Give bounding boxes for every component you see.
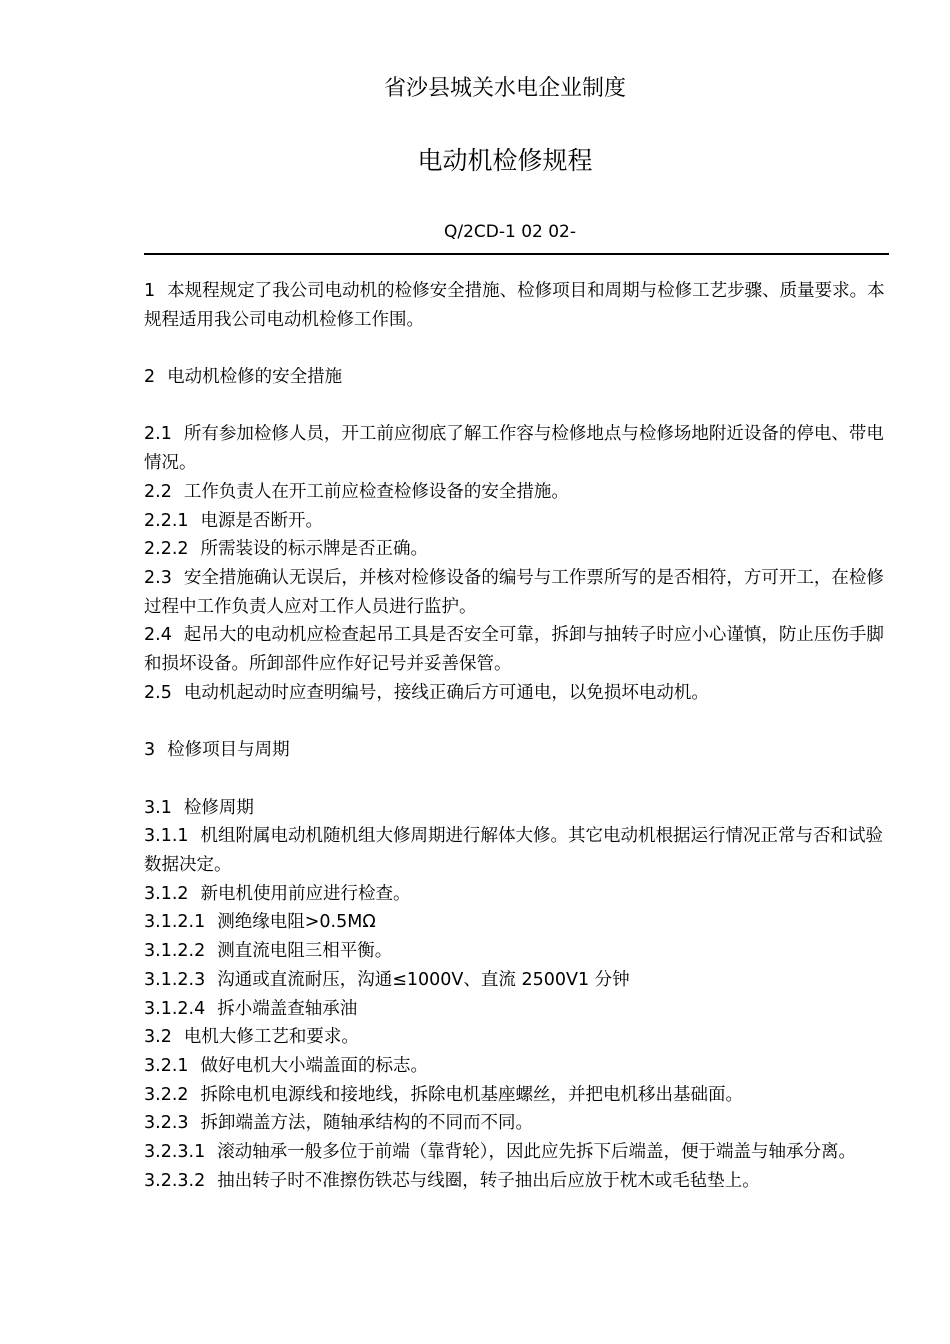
paragraph-3-2-3-2 [144, 1167, 892, 1196]
paragraph-text: 滚动轴承一般多位于前端（靠背轮），因此应先拆下后端盖，便于端盖与轴承分离。 [217, 1142, 856, 1163]
paragraph-gap [144, 765, 892, 794]
paragraph-text: 机组附属电动机随机组大修周期进行解体大修。其它电动机根据运行情况正常与否和试验数据决定。 [144, 826, 884, 875]
document-code: Q/2CD-1 02 02- [443, 222, 577, 242]
paragraph-text: 电动机起动时应查明编号，接线正确后方可通电，以免损坏电动机。 [183, 682, 709, 703]
section-number: 3.2 [144, 1027, 172, 1048]
paragraph-2-2 [144, 478, 892, 507]
section-number: 2.2.2 [144, 539, 189, 560]
paragraph-3-1-2-3 [144, 966, 892, 995]
section-heading-text: 电动机检修的安全措施 [167, 367, 343, 388]
paragraph-3-2-2 [144, 1081, 892, 1110]
paragraph-text: 测直流电阻三相平衡。 [217, 941, 393, 962]
paragraph-text: 沟通或直流耐压，沟通≤1000V、直流 2500V1 分钟 [217, 969, 630, 990]
section-number: 2.2 [144, 481, 172, 502]
section-number: 3 [144, 740, 156, 761]
section-number: 3.1.2 [144, 883, 189, 904]
section-number: 3.1.2.3 [144, 969, 206, 990]
paragraph-3-1-2-1 [144, 908, 892, 937]
header-divider [144, 253, 889, 255]
document-body [144, 277, 892, 1195]
section-number: 3.2.1 [144, 1055, 189, 1076]
section-number: 3.1.2.4 [144, 998, 206, 1019]
paragraph-text: 电机大修工艺和要求。 [183, 1027, 359, 1048]
paragraph-text: 拆小端盖查轴承油 [217, 998, 358, 1019]
paragraph-text: 新电机使用前应进行检查。 [200, 883, 411, 904]
section-number: 3.1 [144, 797, 172, 818]
section-number: 3.2.3 [144, 1113, 189, 1134]
paragraph-2-4 [144, 621, 892, 678]
paragraph-gap [144, 392, 892, 421]
paragraph-text: 检修周期 [183, 797, 254, 818]
section-number: 2.3 [144, 568, 172, 588]
paragraph-2-5 [144, 679, 892, 708]
paragraph-3-2-3-1 [144, 1138, 892, 1167]
paragraph-text: 所有参加检修人员，开工前应彻底了解工作容与检修地点与检修场地附近设备的停电、带电情况。 [144, 424, 884, 474]
section-number: 3.2.2 [144, 1084, 189, 1105]
paragraph-3-1-1 [144, 822, 892, 879]
section-number: 2.2.1 [144, 510, 189, 531]
paragraph-text: 拆除电机电源线和接地线，拆除电机基座螺丝，并把电机移出基础面。 [200, 1084, 744, 1105]
paragraph-gap [144, 708, 892, 737]
section-number: 1 [144, 281, 156, 301]
section-number: 3.1.2.1 [144, 912, 206, 933]
section-number: 2.5 [144, 682, 172, 703]
section-number: 2.4 [144, 625, 172, 646]
paragraph-text: 本规程规定了我公司电动机的检修安全措施、检修项目和周期与检修工艺步骤、质量要求。本规程适用我公司电动机检修工作围。 [144, 281, 885, 330]
paragraph-3-1-2 [144, 880, 892, 909]
paragraph-3-1-2-4 [144, 995, 892, 1024]
paragraph-3-2 [144, 1023, 892, 1052]
section-number: 2.1 [144, 424, 172, 445]
section-number: 3.2.3.1 [144, 1142, 206, 1163]
paragraph-2-3 [144, 564, 892, 621]
paragraph-3-1 [144, 794, 892, 823]
paragraph-text: 测绝缘电阻>0.5MΩ [217, 912, 376, 933]
paragraph-text: 做好电机大小端盖面的标志。 [200, 1055, 429, 1076]
paragraph-3-2-3 [144, 1109, 892, 1138]
section-heading-text: 检修项目与周期 [167, 740, 290, 761]
section-number: 3.1.2.2 [144, 941, 206, 962]
section-heading-2 [144, 363, 892, 392]
paragraph-text: 起吊大的电动机应检查起吊工具是否安全可靠，拆卸与抽转子时应小心谨慎，防止压伤手脚和损坏设备。所卸部件应作好记号并妥善保管。 [144, 625, 884, 675]
paragraph-gap [144, 334, 892, 363]
paragraph-text: 安全措施确认无误后，并核对检修设备的编号与工作票所写的是否相符，方可开工，在检修过程中工作负责人应对工作人员进行监护。 [144, 568, 884, 617]
paragraph-text: 拆卸端盖方法，随轴承结构的不同而不同。 [200, 1113, 534, 1134]
paragraph-text: 抽出转子时不准擦伤铁芯与线圈，转子抽出后应放于枕木或毛毡垫上。 [217, 1170, 760, 1191]
paragraph-2-2-1 [144, 507, 892, 536]
section-number: 2 [144, 367, 156, 388]
section-heading-3 [144, 736, 892, 765]
paragraph-text: 电源是否断开。 [200, 510, 324, 531]
section-number: 3.2.3.2 [144, 1170, 206, 1191]
paragraph-text: 所需装设的标示牌是否正确。 [200, 539, 429, 560]
organization-name: 省沙县城关水电企业制度 [383, 76, 626, 101]
paragraph-3-1-2-2 [144, 937, 892, 966]
paragraph-2-2-2 [144, 535, 892, 564]
paragraph-text: 工作负责人在开工前应检查检修设备的安全措施。 [183, 481, 569, 502]
paragraph-2-1 [144, 420, 892, 477]
document-title: 电动机检修规程 [417, 146, 593, 175]
paragraph-3-2-1 [144, 1052, 892, 1081]
section-number: 3.1.1 [144, 826, 189, 847]
paragraph-1 [144, 277, 892, 334]
